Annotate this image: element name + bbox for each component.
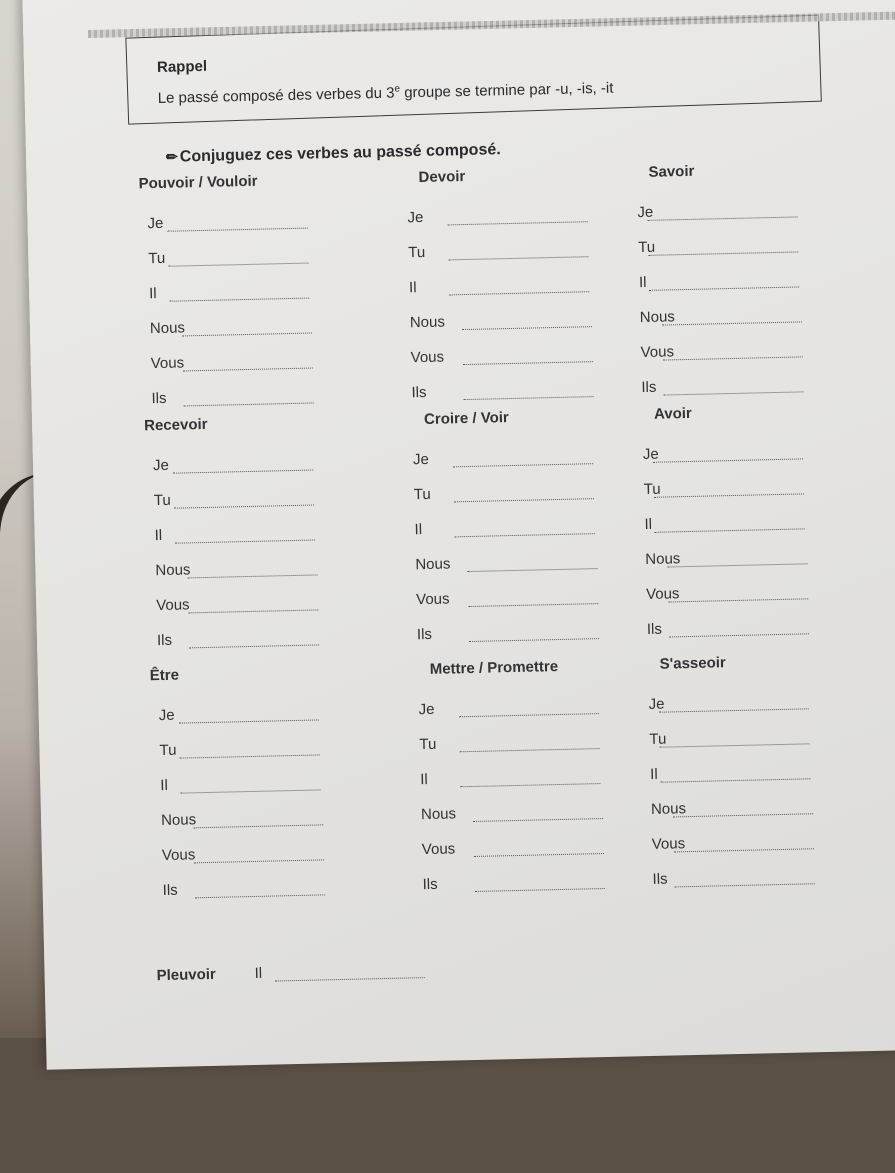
answer-blank[interactable] [659, 708, 809, 712]
answer-blank[interactable] [168, 228, 308, 232]
pronoun-label: Je [158, 706, 175, 725]
answer-blank[interactable] [673, 813, 813, 817]
pronoun-label: Vous [640, 343, 675, 362]
verb-title: Devoir [418, 167, 466, 187]
answer-blank[interactable] [463, 361, 593, 365]
pronoun-label: Nous [639, 308, 676, 327]
pronoun-label: Nous [420, 805, 457, 824]
answer-blank[interactable] [179, 719, 319, 723]
answer-blank[interactable] [169, 263, 309, 267]
answer-blank[interactable] [188, 574, 318, 578]
answer-blank[interactable] [667, 563, 807, 567]
pronoun-label: Tu [413, 485, 431, 504]
pronoun-label: Vous [410, 348, 445, 367]
answer-blank[interactable] [655, 528, 805, 532]
answer-blank[interactable] [654, 493, 804, 497]
pronoun-label: Il [649, 765, 658, 783]
pronoun-label: Il [414, 521, 423, 539]
pronoun-label: Je [147, 214, 164, 233]
answer-blank[interactable] [464, 396, 594, 400]
verb-title: Avoir [653, 404, 692, 423]
pronoun-label: Tu [638, 238, 656, 257]
pronoun-label: Vous [651, 835, 686, 853]
rappel-text-after: groupe se termine par -u, -is, -it [399, 79, 614, 102]
answer-blank[interactable] [459, 713, 599, 717]
answer-blank[interactable] [460, 783, 600, 787]
pronoun-label: Je [407, 208, 424, 227]
pronoun-label: Je [637, 203, 654, 222]
pronoun-label: Je [642, 445, 659, 464]
answer-blank[interactable] [675, 883, 815, 887]
answer-blank[interactable] [664, 391, 804, 395]
pronoun-label: Ils [151, 389, 167, 408]
pronoun-label: Je [412, 450, 430, 469]
answer-blank[interactable] [174, 505, 314, 509]
rappel-superscript: e [394, 83, 401, 95]
pronoun-label: Vous [150, 354, 185, 373]
pronoun-label: Ils [646, 620, 663, 638]
answer-blank[interactable] [663, 356, 803, 360]
pronoun-label: Il [160, 776, 169, 795]
pronoun-label: Tu [148, 249, 166, 268]
answer-blank[interactable] [653, 458, 803, 462]
worksheet-paper [22, 0, 895, 1070]
answer-blank[interactable] [648, 251, 798, 255]
pronoun-label: Il [408, 279, 417, 297]
pronoun-label: Ils [162, 881, 178, 900]
instruction [166, 141, 501, 167]
verb-title: Mettre / Promettre [429, 658, 559, 678]
answer-blank[interactable] [474, 853, 604, 857]
pronoun-label: Tu [649, 730, 667, 748]
answer-blank[interactable] [173, 470, 313, 474]
verb-title: Recevoir [143, 415, 208, 435]
answer-blank[interactable] [448, 256, 588, 260]
answer-blank[interactable] [648, 216, 798, 220]
answer-blank[interactable] [669, 633, 809, 637]
pronoun-label: Tu [643, 480, 661, 499]
pronoun-label: Il [154, 526, 163, 545]
answer-blank[interactable] [473, 818, 603, 822]
pronoun-label: Vous [161, 846, 196, 865]
answer-blank[interactable] [468, 603, 598, 607]
pronoun-label: Vous [421, 840, 456, 859]
verb-title: S'asseoir [659, 654, 726, 673]
pronoun-label: Ils [156, 631, 173, 650]
pronoun-label: Ils [416, 625, 433, 644]
rappel-text-before: Le passé composé des verbes du 3 [157, 84, 395, 107]
pronoun-label: Il [638, 273, 647, 292]
answer-blank[interactable] [180, 789, 320, 793]
answer-blank[interactable] [454, 498, 594, 502]
pronoun-label: Ils [652, 870, 668, 888]
pronoun-label: Nous [160, 811, 197, 830]
answer-blank[interactable] [175, 540, 315, 544]
pronoun-label: Tu [408, 243, 426, 262]
answer-blank[interactable] [195, 894, 325, 898]
verb-title: Être [149, 666, 180, 685]
pronoun-label: Il [644, 515, 653, 534]
pronoun-label: Nous [645, 550, 681, 569]
verb-title: Croire / Voir [423, 409, 509, 428]
pronoun-label: Nous [149, 319, 186, 338]
answer-blank[interactable] [662, 321, 802, 325]
pronoun-label: Tu [153, 491, 171, 510]
rappel-title: Rappel [156, 57, 208, 76]
answer-blank[interactable] [468, 568, 598, 572]
worksheet-content [22, 0, 895, 1070]
answer-blank[interactable] [674, 848, 814, 852]
answer-blank[interactable] [448, 221, 588, 225]
answer-blank[interactable] [188, 609, 318, 613]
verb-title: Savoir [648, 162, 695, 181]
answer-blank[interactable] [660, 778, 810, 782]
answer-blank[interactable] [460, 748, 600, 752]
pronoun-label: Ils [411, 383, 427, 402]
answer-blank[interactable] [189, 644, 319, 648]
pencil-icon: ✏ [165, 148, 178, 165]
answer-blank[interactable] [183, 368, 313, 372]
pronoun-label: Je [648, 695, 665, 713]
answer-blank[interactable] [453, 463, 593, 467]
pronoun-label: Vous [156, 596, 190, 615]
answer-blank[interactable] [180, 754, 320, 758]
answer-blank[interactable] [475, 888, 605, 892]
answer-blank[interactable] [449, 291, 589, 295]
answer-blank[interactable] [469, 638, 599, 642]
instruction-text: Conjuguez ces verbes au passé composé. [179, 141, 501, 166]
answer-blank[interactable] [668, 598, 808, 602]
answer-blank[interactable] [193, 824, 323, 828]
pronoun-label: Ils [641, 378, 657, 397]
answer-blank[interactable] [194, 859, 324, 863]
pronoun-label: Nous [155, 561, 191, 580]
pronoun-label: Nous [409, 313, 446, 332]
answer-blank[interactable] [169, 298, 309, 302]
pleuvoir-title: Pleuvoir [156, 965, 216, 985]
pronoun-label: Il [420, 771, 428, 789]
answer-blank[interactable] [462, 326, 592, 330]
pleuvoir-answer-blank[interactable] [275, 977, 425, 981]
answer-blank[interactable] [455, 533, 595, 537]
pronoun-label: Tu [419, 735, 437, 754]
answer-blank[interactable] [184, 402, 314, 406]
pronoun-label: Tu [159, 741, 177, 760]
pronoun-label: Je [152, 456, 170, 475]
pleuvoir-pronoun: Il [254, 964, 263, 982]
answer-blank[interactable] [649, 286, 799, 290]
pronoun-label: Ils [422, 875, 438, 894]
verb-title: Pouvoir / Vouloir [138, 172, 258, 193]
pronoun-label: Il [148, 285, 157, 303]
pronoun-label: Vous [645, 585, 680, 603]
pronoun-label: Nous [650, 800, 687, 818]
pronoun-label: Je [418, 700, 435, 719]
pronoun-label: Nous [415, 555, 451, 574]
answer-blank[interactable] [660, 743, 810, 747]
pronoun-label: Vous [415, 590, 450, 609]
answer-blank[interactable] [182, 333, 312, 337]
